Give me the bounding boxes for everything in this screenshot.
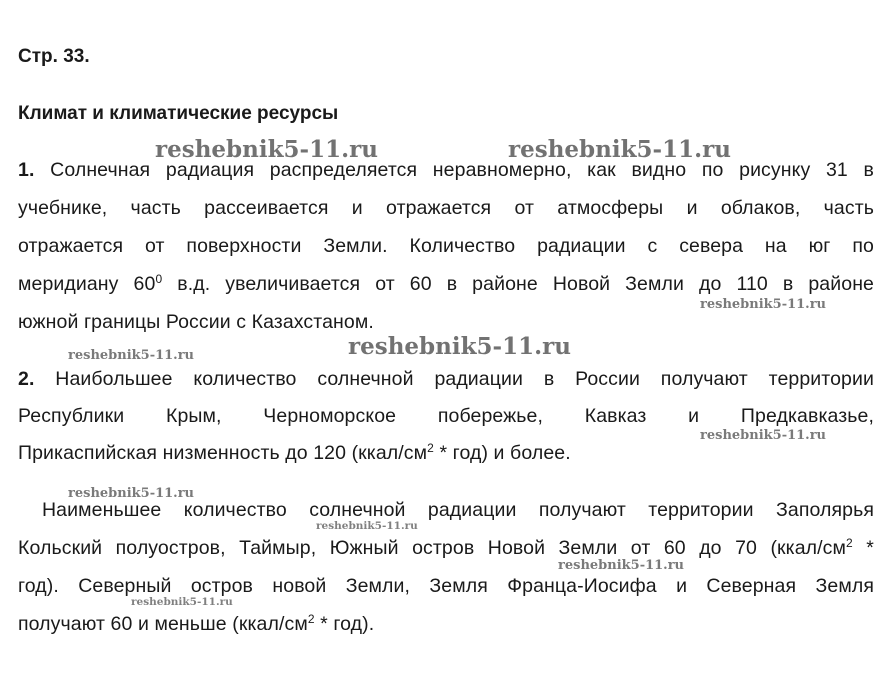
paragraph-1-line-5: южной границы России с Казахстаном.	[18, 311, 374, 333]
paragraph-1-line-2: учебнике, часть рассеивается и отражается от атмосферы и облаков, часть	[18, 197, 874, 219]
text: меридиану 60	[18, 273, 156, 295]
superscript: 2	[427, 441, 434, 455]
watermark: reshebnik5-11.ru	[131, 596, 233, 608]
text: Прикаспийская низменность до 120 (ккал/см	[18, 442, 428, 464]
page-label: Стр. 33.	[18, 46, 90, 67]
text: *	[852, 537, 874, 559]
paragraph-3-line-2	[18, 536, 874, 560]
watermark: reshebnik5-11.ru	[68, 486, 195, 501]
paragraph-3-line-4	[18, 612, 874, 636]
section-title: Климат и климатические ресурсы	[18, 103, 339, 124]
watermark: reshebnik5-11.ru	[700, 428, 827, 443]
watermark: reshebnik5-11.ru	[508, 136, 731, 163]
text: в.д. увеличивается от 60 в районе Новой Земли до 110 в районе	[162, 273, 875, 295]
text: Наибольшее количество солнечной радиации в России получают территории	[55, 368, 874, 390]
paragraph-1-line-3: отражается от поверхности Земли. Количество радиации с севера на юг по	[18, 235, 874, 257]
watermark: reshebnik5-11.ru	[316, 520, 418, 532]
paragraph-1-line-4	[18, 272, 874, 296]
watermark: reshebnik5-11.ru	[700, 297, 827, 312]
text: получают 60 и меньше (ккал/см	[18, 613, 308, 635]
text: * год) и более.	[433, 442, 571, 464]
paragraph-3-line-1: Наименьшее количество солнечной радиации получают территории Заполярья	[42, 499, 874, 521]
paragraph-2-line-2: Республики Крым, Черноморское побережье, Кавказ и Предкавказье,	[18, 405, 874, 427]
text: * год).	[314, 613, 375, 635]
text: Солнечная радиация распределяется неравномерно, как видно по рисунку 31 в	[50, 159, 874, 181]
watermark: reshebnik5-11.ru	[68, 348, 195, 363]
superscript: 2	[846, 536, 853, 550]
watermark: reshebnik5-11.ru	[558, 558, 685, 573]
paragraph-1-line-1	[18, 158, 874, 182]
superscript: 2	[307, 612, 315, 626]
paragraph-3-line-3: год). Северный остров новой Земли, Земля Франца-Иосифа и Северная Земля	[18, 575, 874, 597]
item-number: 1.	[18, 159, 35, 181]
text: Кольский полуостров, Таймыр, Южный остров Новой Земли от 60 до 70 (ккал/см	[18, 537, 847, 559]
superscript: 0	[155, 272, 163, 286]
watermark: reshebnik5-11.ru	[155, 136, 378, 163]
item-number: 2.	[18, 368, 35, 390]
watermark: reshebnik5-11.ru	[348, 333, 571, 360]
paragraph-2-line-1	[18, 367, 874, 391]
paragraph-2-line-3	[18, 441, 874, 465]
